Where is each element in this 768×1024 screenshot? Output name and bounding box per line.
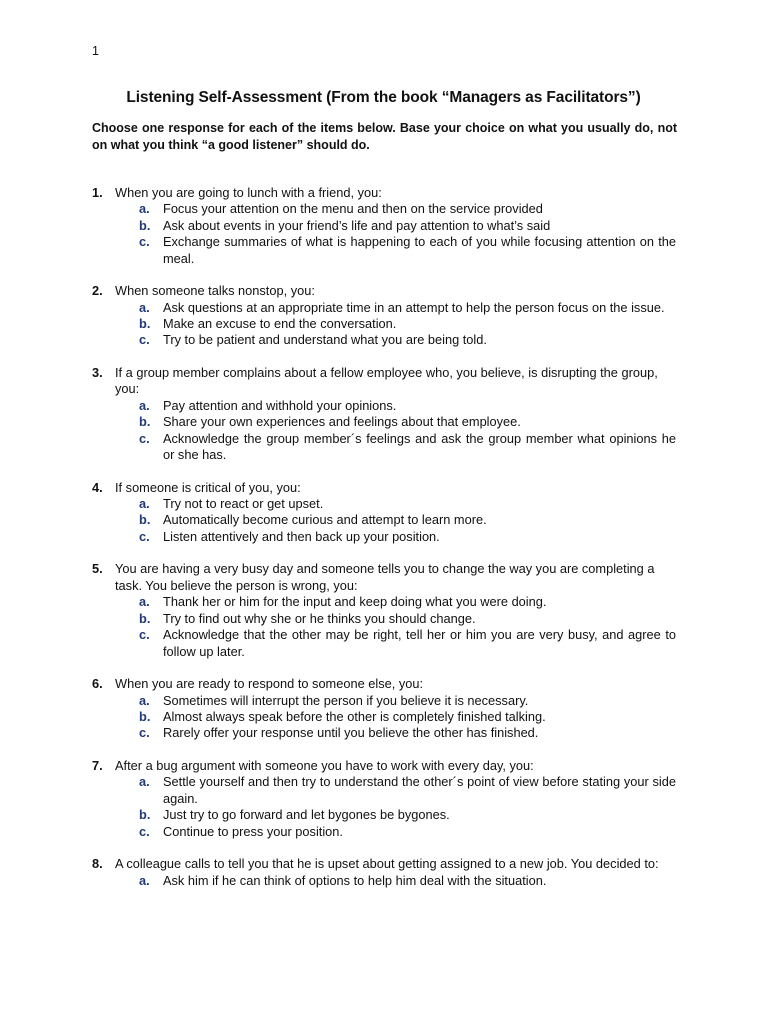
question-item (92, 185, 676, 267)
answer-option (139, 529, 676, 545)
option-letter: c. (139, 332, 150, 348)
answer-option (139, 218, 676, 234)
question-number: 5. (92, 561, 103, 577)
option-text: Pay attention and withhold your opinions. (163, 397, 397, 413)
option-letter: a. (139, 774, 150, 790)
question-text: When you are ready to respond to someone else, you: (115, 676, 424, 692)
option-text: Settle yourself and then try to understand the other´s point of view before stating your side again. (163, 774, 676, 806)
option-text: Just try to go forward and let bygones be bygones. (163, 807, 450, 823)
option-letter: c. (139, 725, 150, 741)
question-number: 6. (92, 676, 103, 692)
option-text: Ask about events in your friend’s life and pay attention to what’s said (163, 217, 551, 233)
option-text: Share your own experiences and feelings about that employee. (163, 414, 521, 430)
question-item (92, 365, 676, 463)
option-letter: b. (139, 316, 151, 332)
question-number: 3. (92, 365, 103, 381)
option-letter: c. (139, 627, 150, 643)
question-row (92, 480, 676, 496)
question-list (92, 185, 676, 905)
instructions: Choose one response for each of the items below. Base your choice on what you usually do, not on what you think “a good listener” should do. (92, 121, 677, 152)
option-letter: c. (139, 528, 150, 544)
option-text: Exchange summaries of what is happening to each of you while focusing attention on the meal. (163, 234, 676, 266)
question-row (92, 561, 676, 594)
answer-option (139, 398, 676, 414)
option-list (92, 496, 676, 545)
question-number: 2. (92, 283, 103, 299)
option-text: Try to find out why she or he thinks you should change. (163, 610, 476, 626)
answer-option (139, 234, 676, 267)
option-list (92, 201, 676, 267)
option-letter: c. (139, 430, 150, 446)
answer-option (139, 496, 676, 512)
option-list (92, 774, 676, 840)
option-letter: a. (139, 299, 150, 315)
question-row (92, 185, 676, 201)
question-text: You are having a very busy day and someone tells you to change the way you are completing a task. You believe the person is wrong, you: (115, 561, 655, 593)
question-text: A colleague calls to tell you that he is upset about getting assigned to a new job. You decided to: (115, 856, 659, 872)
option-letter: a. (139, 594, 150, 610)
document-title: Listening Self-Assessment (From the book “Managers as Facilitators”) (126, 89, 641, 106)
answer-option (139, 774, 676, 807)
question-number: 8. (92, 856, 103, 872)
option-letter: a. (139, 692, 150, 708)
option-letter: b. (139, 807, 151, 823)
question-row (92, 365, 676, 398)
option-letter: b. (139, 610, 151, 626)
option-text: Ask questions at an appropriate time in an attempt to help the person focus on the issue. (163, 299, 665, 315)
answer-option (139, 709, 676, 725)
question-text: If someone is critical of you, you: (115, 479, 301, 495)
question-item (92, 480, 676, 546)
question-row (92, 758, 676, 774)
page-number: 1 (92, 44, 99, 58)
answer-option (139, 594, 676, 610)
option-letter: a. (139, 201, 150, 217)
question-row (92, 856, 676, 872)
answer-option (139, 332, 676, 348)
question-text: When you are going to lunch with a friend, you: (115, 185, 382, 200)
option-text: Focus your attention on the menu and then on the service provided (163, 201, 543, 217)
option-text: Almost always speak before the other is completely finished talking. (163, 708, 546, 724)
option-text: Ask him if he can think of options to help him deal with the situation. (163, 872, 547, 888)
option-text: Try to be patient and understand what you are being told. (163, 332, 487, 348)
answer-option (139, 693, 676, 709)
option-letter: b. (139, 708, 151, 724)
option-letter: b. (139, 414, 151, 430)
option-letter: a. (139, 872, 150, 888)
question-text: After a bug argument with someone you have to work with every day, you: (115, 757, 534, 773)
option-text: Try not to react or get upset. (163, 496, 324, 512)
option-letter: b. (139, 512, 151, 528)
option-text: Make an excuse to end the conversation. (163, 316, 397, 332)
answer-option (139, 300, 676, 316)
answer-option (139, 201, 676, 217)
question-item (92, 283, 676, 349)
option-letter: a. (139, 397, 150, 413)
question-number: 1. (92, 185, 103, 200)
question-item (92, 758, 676, 840)
answer-option (139, 807, 676, 823)
question-number: 7. (92, 757, 103, 773)
option-text: Listen attentively and then back up your position. (163, 528, 440, 544)
option-list (92, 398, 676, 464)
question-text: When someone talks nonstop, you: (115, 283, 315, 299)
option-text: Automatically become curious and attempt to learn more. (163, 512, 487, 528)
answer-option (139, 431, 676, 464)
option-text: Rarely offer your response until you believe the other has finished. (163, 725, 539, 741)
answer-option (139, 873, 676, 889)
answer-option (139, 611, 676, 627)
answer-option (139, 725, 676, 741)
option-letter: b. (139, 217, 151, 233)
option-list (92, 873, 676, 889)
answer-option (139, 824, 676, 840)
answer-option (139, 316, 676, 332)
option-text: Acknowledge the group member´s feelings and ask the group member what opinions he or she has. (163, 430, 676, 463)
question-item (92, 856, 676, 889)
option-text: Acknowledge that the other may be right, tell her or him you are very busy, and agree to follow up later. (163, 627, 676, 659)
answer-option (139, 627, 676, 660)
option-list (92, 693, 676, 742)
option-letter: c. (139, 234, 150, 250)
question-text: If a group member complains about a fellow employee who, you believe, is disrupting the group, you: (115, 365, 658, 397)
option-list (92, 300, 676, 349)
option-list (92, 594, 676, 660)
option-letter: c. (139, 823, 150, 839)
question-row (92, 676, 676, 692)
answer-option (139, 414, 676, 430)
question-item (92, 561, 676, 659)
option-text: Sometimes will interrupt the person if you believe it is necessary. (163, 692, 529, 708)
question-row (92, 283, 676, 299)
answer-option (139, 512, 676, 528)
option-text: Thank her or him for the input and keep doing what you were doing. (163, 594, 547, 610)
question-item (92, 676, 676, 742)
option-text: Continue to press your position. (163, 823, 343, 839)
option-letter: a. (139, 496, 150, 512)
question-number: 4. (92, 479, 103, 495)
